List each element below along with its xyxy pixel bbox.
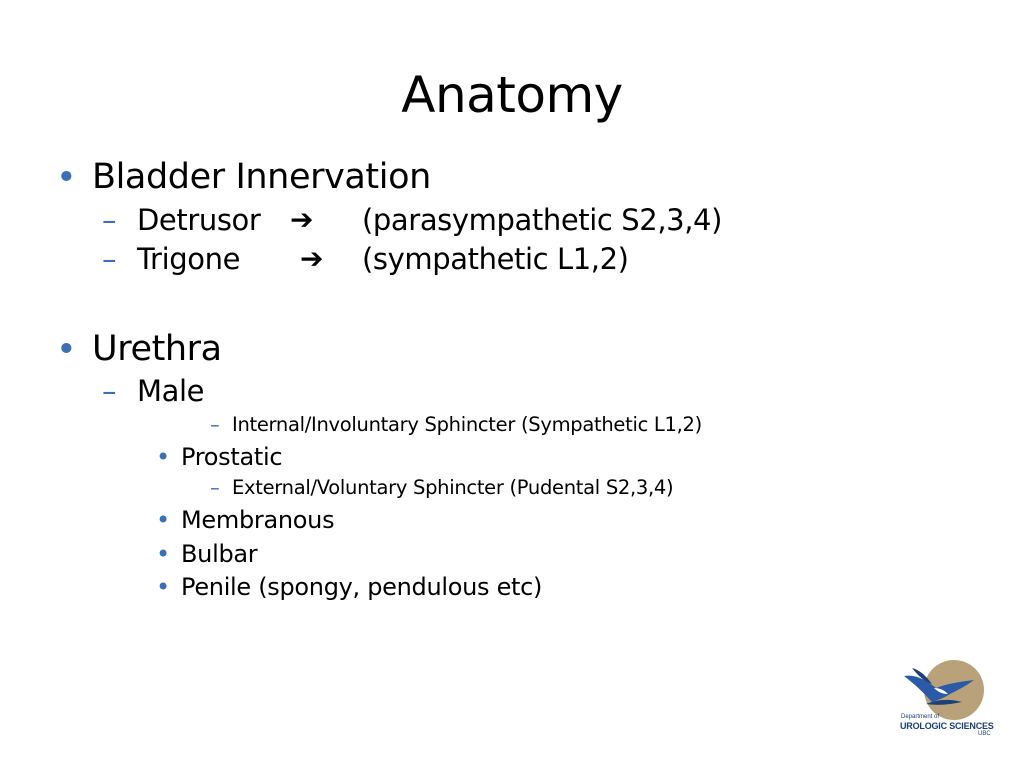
bullet-marker: • — [156, 540, 170, 568]
bullet-marker: • — [56, 330, 77, 370]
item-note-detrusor: (parasympathetic S2,3,4) — [362, 203, 722, 237]
section-heading-urethra: Urethra — [92, 329, 222, 369]
detail-external-sphincter: External/Voluntary Sphincter (Pudental S2,3,4) — [232, 476, 674, 499]
item-label-detrusor: Detrusor — [137, 203, 261, 237]
bullet-marker: • — [156, 573, 170, 601]
logo-department-text: Department of — [901, 714, 940, 720]
detail-internal-sphincter: Internal/Involuntary Sphincter (Sympathetic L1,2) — [232, 413, 702, 436]
bullet-marker: • — [156, 506, 170, 534]
dash-marker: – — [210, 476, 220, 499]
item-note-trigone: (sympathetic L1,2) — [362, 242, 629, 276]
detail-prostatic: Prostatic — [181, 443, 283, 471]
detail-penile: Penile (spongy, pendulous etc) — [181, 573, 543, 601]
arrow-icon: ➔ — [290, 203, 314, 236]
dash-marker: – — [210, 413, 220, 436]
detail-membranous: Membranous — [181, 506, 335, 534]
arrow-icon: ➔ — [300, 242, 324, 275]
subheading-male: Male — [137, 374, 205, 408]
dash-marker: – — [102, 203, 117, 237]
dash-marker: – — [102, 242, 117, 276]
bullet-marker: • — [56, 158, 77, 198]
bullet-marker: • — [156, 443, 170, 471]
slide-title: Anatomy — [401, 66, 623, 124]
item-label-trigone: Trigone — [137, 242, 241, 276]
logo-org-text: UBC — [978, 731, 991, 737]
section-heading-bladder: Bladder Innervation — [92, 157, 431, 197]
logo-name-text: UROLOGIC SCIENCES — [900, 721, 994, 731]
dash-marker: – — [102, 374, 117, 408]
detail-bulbar: Bulbar — [181, 540, 258, 568]
